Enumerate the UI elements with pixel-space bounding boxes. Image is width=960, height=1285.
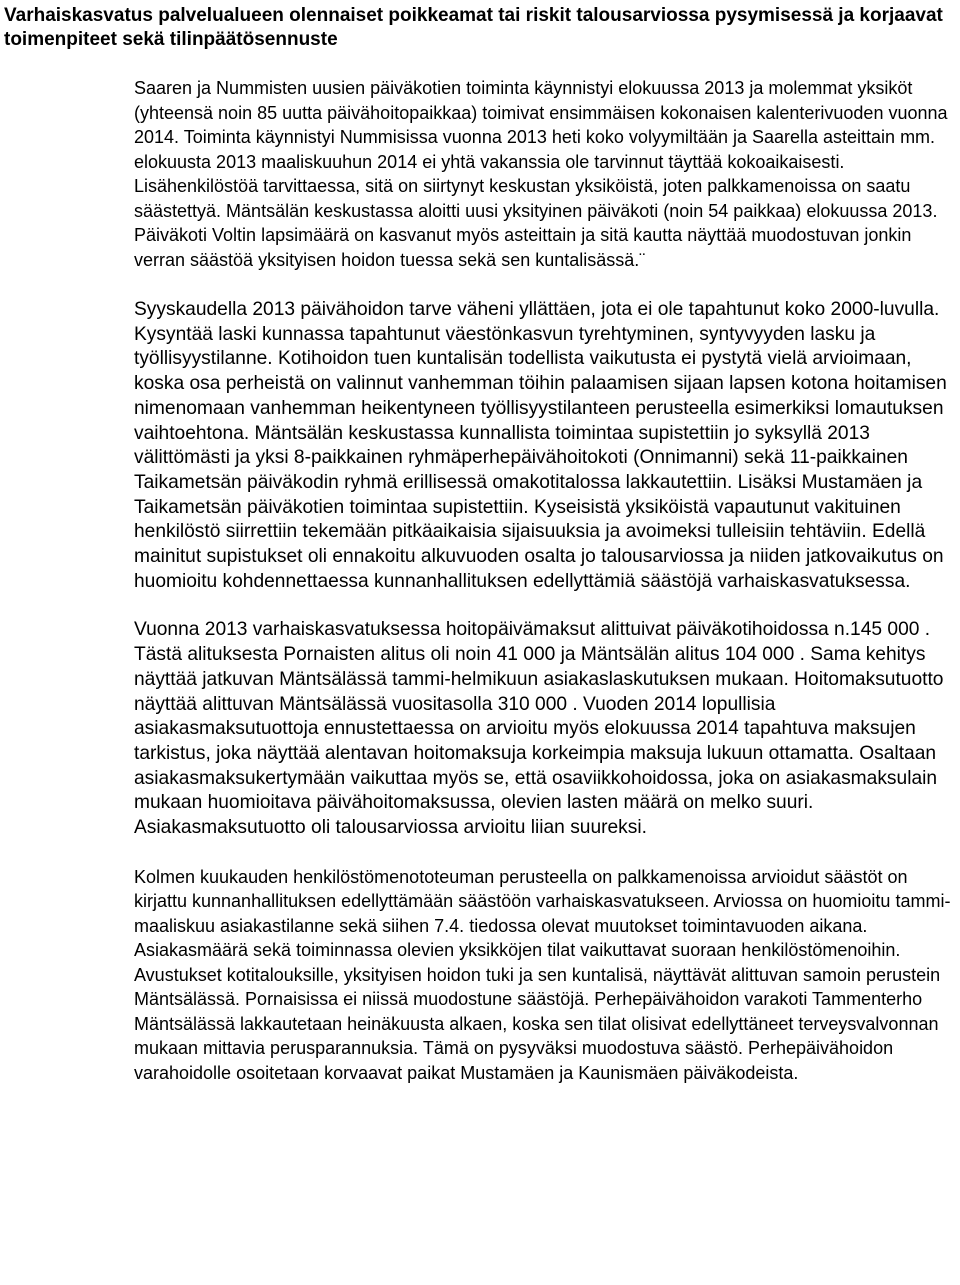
paragraph-demand-decline: Syyskaudella 2013 päivähoidon tarve väheni yllättäen, jota ei ole tapahtunut koko 2000-luvulla. Kysyntää laski kunnassa tapahtunut väestönkasvun tyrehtyminen, syntyvyyden lasku ja työllisyystilanne. Kotihoidon tuen kuntalisän todellista vaikutusta ei pystytä vielä arvioimaan, koska osa perheistä on valinnut vanhemman töihin palaamisen sijaan lapsen kotona hoitamisen nimenomaan vanhemman heikentyneen työllisyystilanteen perusteella esimerkiksi lomautuksen vaihtoehtona. Mäntsälän keskustassa kunnallista toimintaa supistettiin jo syksyllä 2013 välittömästi ja yksi 8-paikkainen ryhmäperhepäivähoitokoti (Onnimanni) sekä 11-paikkainen Taikametsän päiväkodin ryhmä erillisessä omakotitalossa lakkautettiin. Lisäksi Mustamäen ja Taikametsän päiväkotien toimintaa supistettiin. Kyseisistä yksiköistä vapautunut vakituinen henkilöstö siirrettiin tekemään pitkäaikaisia sijaisuuksia ja avoimeksi tulleisiin tehtäviin. Edellä mainitut supistukset oli ennakoitu alkuvuoden osalta jo talousarviossa ja niiden jatkovaikutus on huomioitu kohdennettaessa kunnanhallituksen edellyttämiä säästöjä varhaiskasvatuksessa. — [134, 299, 947, 592]
page-heading: Varhaiskasvatus palvelualueen olennaiset poikkeamat tai riskit talousarviossa pysymisessä ja korjaavat toimenpiteet sekä tilinpäätösennuste — [4, 5, 943, 50]
paragraph-personnel-costs: Kolmen kuukauden henkilöstömenototeuman perusteella on palkkamenoissa arvioidut säästöt on kirjattu kunnanhallituksen edellyttämään säästöön varhaiskasvatukseen. Arviossa on huomioitu tammi-maaliskuu asiakastilanne sekä siihen 7.4. tiedossa olevat muutokset toimintavuoden aikana. Asiakasmäärä sekä toiminnassa olevien yksikköjen tilat vaikuttavat suoraan henkilöstömenoihin. Avustukset kotitalouksille, yksityisen hoidon tuki ja sen kuntalisä, näyttävät alittuvan samoin perustein Mäntsälässä. Pornaisissa ei niissä muodostune säästöjä. Perhepäivähoidon varakoti Tammenterho Mäntsälässä lakkautetaan heinäkuusta alkaen, koska sen tilat olisivat edellyttäneet terveysvalvonnan mukaan mittavia perusparannuksia. Tämä on pysyväksi muodostuva säästö. Perhepäivähoidon varahoidolle osoitetaan korvaavat paikat Mustamäen ja Kaunismäen päiväkodeista. — [134, 866, 951, 1083]
paragraph-fee-income: Vuonna 2013 varhaiskasvatuksessa hoitopäivämaksut alittuivat päiväkotihoidossa n.145 000 . Tästä alituksesta Pornaisten alitus oli noin 41 000 ja Mäntsälän alitus 104 000 . Sama kehitys näyttää jatkuvan Mäntsälässä tammi-helmikuun asiakaslaskutuksen mukaan. Hoitomaksutuotto näyttää alittuvan Mäntsälässä vuositasolla 310 000 . Vuoden 2014 lopullisia asiakasmaksutuottoja ennustettaessa on arvioitu myös elokuussa 2014 tapahtuva maksujen tarkistus, joka näyttää alentavan hoitomaksuja korkeimpia maksuja lukuun ottamatta. Osaltaan asiakasmaksukertymään vaikuttaa myös se, että osaviikkohoidossa, joka on asiakasmaksulain mukaan huomioitava päivähoitomaksussa, olevien lasten määrä on melko suuri. Asiakasmaksutuotto oli talousarviossa arvioitu liian suureksi. — [134, 619, 944, 839]
document-body — [134, 76, 954, 1085]
paragraph-new-daycare-centers: Saaren ja Nummisten uusien päiväkotien toiminta käynnistyi elokuussa 2013 ja molemmat yksiköt (yhteensä noin 85 uutta päivähoitopaikkaa) toimivat ensimmäisen kokonaisen kalenterivuoden vuonna 2014. Toiminta käynnistyi Nummisissa vuonna 2013 heti koko volyymiltään ja Saarella asteittain mm. elokuusta 2013 maaliskuuhun 2014 ei yhtä vakanssia ole tarvinnut täyttää kokoaikaisesti. Lisähenkilöstöä tarvittaessa, sitä on siirtynyt keskustan yksiköistä, joten palkkamenoissa on saatu säästettyä. Mäntsälän keskustassa aloitti uusi yksityinen päiväkoti (noin 54 paikkaa) elokuussa 2013. Päiväkoti Voltin lapsimäärä on kasvanut myös asteittain ja sitä kautta näyttää muodostuvan jonkin verran säästöä yksityisen hoidon tuessa sekä sen kuntalisässä.¨ — [134, 78, 948, 270]
